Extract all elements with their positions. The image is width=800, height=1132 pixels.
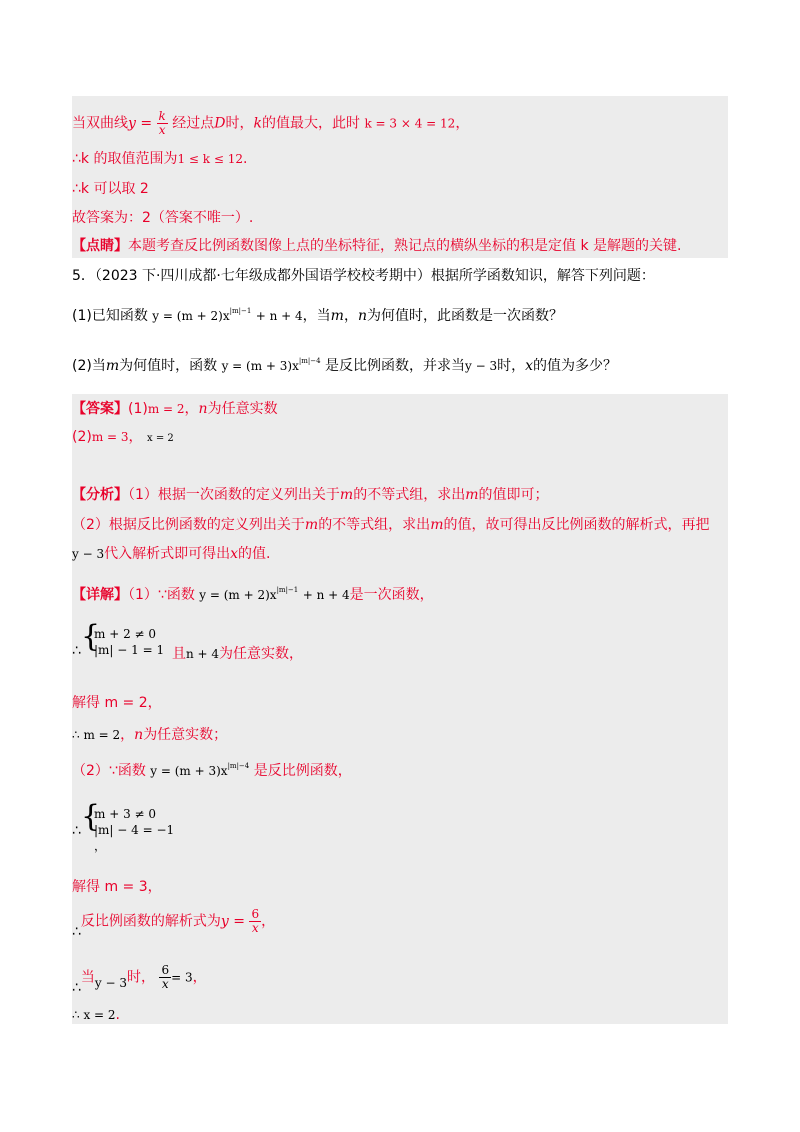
answer-line-2 [72, 428, 174, 448]
math: x = 2 [147, 433, 174, 444]
text: ， [343, 308, 358, 324]
math: n [357, 308, 367, 324]
text: ， [261, 913, 276, 930]
detail-line-9 [72, 963, 207, 996]
text: ， [120, 727, 135, 743]
math: m [339, 487, 354, 503]
math: y = (m + 2)x [199, 588, 277, 602]
text: ， [184, 401, 199, 417]
math-sup: |m|−1 [276, 586, 299, 594]
math: + n + 4 [255, 309, 303, 323]
text: 的不等式组，求出 [318, 517, 431, 533]
text: . [115, 1007, 120, 1023]
question-header: 5．（2023 下·四川成都·七年级成都外国语学校校考期中）根据所学函数知识，解答下列问题： [72, 268, 655, 284]
text: （2）根据反比例函数的定义列出关于 [72, 517, 305, 533]
analysis-line-2 [72, 516, 709, 534]
fraction [249, 908, 261, 935]
text: 当双曲线 [72, 115, 128, 132]
text: ， [94, 839, 107, 853]
text: 为何值时，此函数是一次函数？ [366, 308, 563, 324]
text: 为任意实数； [143, 727, 228, 743]
line-range [72, 150, 247, 168]
text: 时， [127, 969, 156, 986]
previous-answer-block [72, 96, 728, 258]
math: x [230, 546, 239, 562]
math: m = 2 [147, 402, 185, 416]
text: 是一次函数， [349, 587, 434, 603]
math: m [465, 487, 479, 503]
math: m = 3 [91, 430, 129, 444]
math: y = (m + 2)x [152, 309, 230, 323]
math: m + 3 ≠ 0 [94, 807, 157, 821]
math: ∴ [72, 923, 81, 940]
math: n [134, 727, 144, 743]
math: ∴ m = 2 [72, 728, 121, 742]
text: 当 [80, 969, 95, 986]
text: 的不等式组，求出 [353, 487, 466, 503]
math: n + 4 [186, 647, 220, 661]
math: y − 3 [94, 975, 128, 990]
fraction [159, 964, 171, 991]
text: 时， [497, 358, 526, 374]
detail-line-8 [72, 907, 276, 940]
tag: 【点睛】 [72, 238, 128, 254]
system-1 [94, 626, 164, 658]
text: 时， [225, 115, 254, 132]
math: m [330, 308, 344, 324]
math: k [253, 115, 262, 132]
text: （1）根据一次函数的定义列出关于 [128, 487, 340, 503]
math: m + 2 ≠ 0 [94, 627, 157, 641]
denominator: x [251, 921, 259, 935]
brace-2: { [81, 799, 101, 834]
text: (2)当 [72, 358, 106, 374]
math: y − 3 [465, 359, 498, 373]
therefore-2: ∴ [72, 823, 81, 839]
question-part-1 [72, 307, 563, 327]
answer-line-1 [72, 400, 278, 418]
text: 是反比例函数， [253, 763, 352, 779]
fraction [157, 110, 168, 137]
text: (2) [72, 429, 92, 445]
text: ， [455, 115, 470, 132]
therefore-1: ∴ [72, 643, 81, 659]
text: 为何值时，函数 [119, 358, 218, 374]
math: ∴ [72, 979, 81, 996]
numerator: k [158, 109, 166, 123]
analysis-line-3 [72, 545, 270, 563]
numerator: 6 [161, 963, 170, 977]
math: y − 3 [72, 547, 105, 561]
math: x [525, 358, 534, 374]
text: . [243, 151, 248, 167]
math: y = (m + 3)x [221, 359, 299, 373]
math: m [430, 517, 444, 533]
text: 的值. [238, 546, 271, 562]
denominator: x [161, 977, 169, 991]
math: = 3 [171, 970, 193, 985]
tag: 【答案】 [72, 401, 128, 417]
text: 代入解析式即可得出 [104, 546, 231, 562]
denominator: x [158, 123, 166, 137]
text: ， [128, 429, 143, 445]
analysis-line-1 [72, 486, 548, 504]
brace-1: { [81, 619, 101, 654]
text: 的值最大，此时 [262, 115, 360, 132]
tag: 【详解】 [72, 587, 128, 603]
math: m [304, 517, 319, 533]
text: 的值，故可得出反比例函数的解析式，再把 [443, 517, 710, 533]
text: ∴k 的取值范围为 [72, 151, 178, 167]
text: 经过点 [172, 115, 215, 132]
detail-line-5 [72, 762, 352, 782]
text: （1）∵函数 [128, 587, 195, 603]
text: 的值即可； [478, 487, 549, 503]
math: ∴ x = 2 [72, 1008, 116, 1022]
solution-block [72, 394, 728, 1024]
line-answer: 故答案为：2（答案不唯一）. [72, 210, 254, 226]
text: 本题考查反比例函数图像上点的坐标特征，熟记点的横纵坐标的积是定值 k 是解题的关键. [128, 238, 682, 254]
detail-line-1 [72, 586, 434, 606]
detail-solve-2: 解得 m = 3， [72, 879, 162, 895]
text: 且 [172, 646, 186, 662]
math: n [198, 401, 208, 417]
math: 1 ≤ k ≤ 12 [177, 152, 244, 166]
math: k = 3 × 4 = 12 [364, 116, 456, 131]
math: |m| − 1 = 1 [94, 643, 165, 657]
text: ，当 [302, 308, 331, 324]
text: (1) [128, 401, 148, 417]
detail-line-4 [72, 726, 227, 744]
text: 的值为多少？ [533, 358, 618, 374]
math-sup: |m|−1 [229, 307, 252, 315]
detail-solve-1: 解得 m = 2， [72, 695, 162, 711]
text: 为任意实数 [207, 401, 278, 417]
line-comment [72, 237, 681, 255]
line-hyperbola [72, 110, 469, 137]
math: y = [220, 913, 246, 930]
text: (1)已知函数 [72, 308, 148, 324]
math: D [214, 115, 226, 132]
math-sup: |m|−4 [227, 762, 250, 770]
math: y = (m + 3)x [150, 764, 228, 778]
math-sup: |m|−4 [298, 357, 321, 365]
text: ， [192, 969, 207, 986]
text: 是反比例函数，并求当 [325, 358, 466, 374]
math: y = [128, 115, 153, 132]
system-1-tail [172, 645, 303, 663]
math: + n + 4 [302, 588, 350, 602]
system-2 [94, 806, 174, 854]
math: |m| − 4 = −1 [94, 823, 175, 837]
question-part-2 [72, 357, 617, 377]
text: 为任意实数， [219, 646, 304, 662]
text: 反比例函数的解析式为 [80, 913, 221, 930]
math: m [105, 358, 120, 374]
numerator: 6 [251, 907, 260, 921]
line-take: ∴k 可以取 2 [72, 181, 149, 197]
text: （2）∵函数 [72, 763, 146, 779]
tag: 【分析】 [72, 487, 128, 503]
detail-line-10 [72, 1006, 120, 1024]
